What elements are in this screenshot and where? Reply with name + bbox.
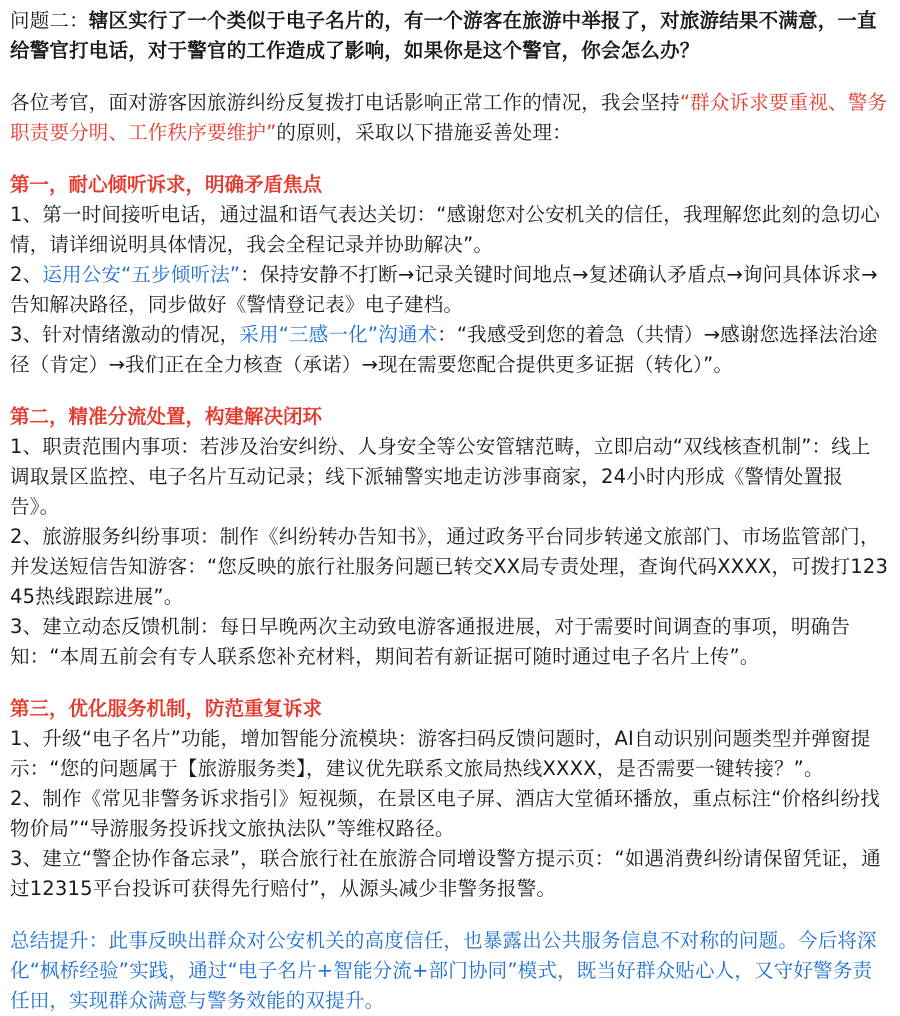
summary-paragraph: 总结提升：此事反映出群众对公安机关的高度信任，也暴露出公共服务信息不对称的问题。今后将深化“枫桥经验”实践，通过“电子名片+智能分流+部门协同”模式，既当好群众贴心人，又守好警务责任田，实现群众满意与警务效能的双提升。: [10, 929, 877, 1012]
item-text: 1、升级“电子名片”功能，增加智能分流模块：游客扫码反馈问题时，AI自动识别问题类型并弹窗提示：“您的问题属于【旅游服务类】，建议优先联系文旅局热线XXXX，是否需要一键转接？”。: [10, 727, 871, 780]
item-text: 3、建立“警企协作备忘录”，联合旅行社在旅游合同增设警方提示页：“如遇消费纠纷请保留凭证，通过12315平台投诉可获得先行赔付”，从源头减少非警务报警。: [10, 847, 881, 900]
list-item: [10, 844, 890, 904]
item-highlight: 采用“三感一化”沟通术: [239, 323, 438, 346]
question-paragraph: [10, 6, 890, 66]
list-item: [10, 260, 890, 320]
item-text: 2、旅游服务纠纷事项：制作《纠纷转办告知书》，通过政务平台同步转递文旅部门、市场监管部门，并发送短信告知游客：“您反映的旅行社服务问题已转交XX局专责处理，查询代码XXXX，可拨打12345热线跟踪进展”。: [10, 525, 889, 608]
item-text-after: ：“我感受到您的着急（共情）→感谢您选择法治途径（肯定）→我们正在全力核查（承诺）→现在需要您配合提供更多证据（转化）”。: [10, 323, 878, 376]
item-text: 1、职责范围内事项：若涉及治安纠纷、人身安全等公安管辖范畴，立即启动“双线核查机制”：线上调取景区监控、电子名片互动记录；线下派辅警实地走访涉事商家，24小时内形成《警情处置报告》。: [10, 435, 871, 518]
list-item: [10, 200, 890, 260]
question-text: 辖区实行了一个类似于电子名片的，有一个游客在旅游中举报了，对旅游结果不满意，一直给警官打电话，对于警官的工作造成了影响，如果你是这个警官，你会怎么办？: [10, 9, 877, 62]
list-item: [10, 612, 890, 672]
section-first: [10, 170, 890, 380]
question-prefix: 问题二：: [10, 9, 89, 32]
section-heading: 第二，精准分流处置，构建解决闭环: [10, 405, 323, 428]
section-second: [10, 402, 890, 672]
intro-before: 各位考官，面对游客因旅游纠纷反复拨打电话影响正常工作的情况，我会坚持: [10, 91, 680, 114]
section-heading: 第三，优化服务机制，防范重复诉求: [10, 697, 323, 720]
item-text-after: ：保持安静不打断→记录关键时间地点→复述确认矛盾点→询问具体诉求→告知解决路径，同步做好《警情登记表》电子建档。: [10, 263, 878, 316]
intro-after: 的原则，采取以下措施妥善处理：: [276, 121, 572, 144]
section-third: [10, 694, 890, 904]
item-text: 3、建立动态反馈机制：每日早晚两次主动致电游客通报进展，对于需要时间调查的事项，明确告知：“本周五前会有专人联系您补充材料，期间若有新证据可随时通过电子名片上传”。: [10, 615, 851, 668]
item-text: 2、制作《常见非警务诉求指引》短视频，在景区电子屏、酒店大堂循环播放，重点标注“价格纠纷找物价局”“导游服务投诉找文旅执法队”等维权路径。: [10, 787, 881, 840]
list-item: [10, 724, 890, 784]
list-item: [10, 432, 890, 522]
section-heading: 第一，耐心倾听诉求，明确矛盾焦点: [10, 173, 323, 196]
item-highlight: 运用公安“五步倾听法”: [42, 263, 241, 286]
list-item: [10, 784, 890, 844]
item-text: 3、针对情绪激动的情况，: [10, 323, 240, 346]
intro-principle: “群众诉求要重视、警务职责要分明、工作秩序要维护”: [10, 91, 888, 144]
item-text: 1、第一时间接听电话，通过温和语气表达关切：“感谢您对公安机关的信任，我理解您此刻的急切心情，请详细说明具体情况，我会全程记录并协助解决”。: [10, 203, 881, 256]
list-item: [10, 320, 890, 380]
intro-paragraph: [10, 88, 890, 148]
item-text: 2、: [10, 263, 43, 286]
list-item: [10, 522, 890, 612]
